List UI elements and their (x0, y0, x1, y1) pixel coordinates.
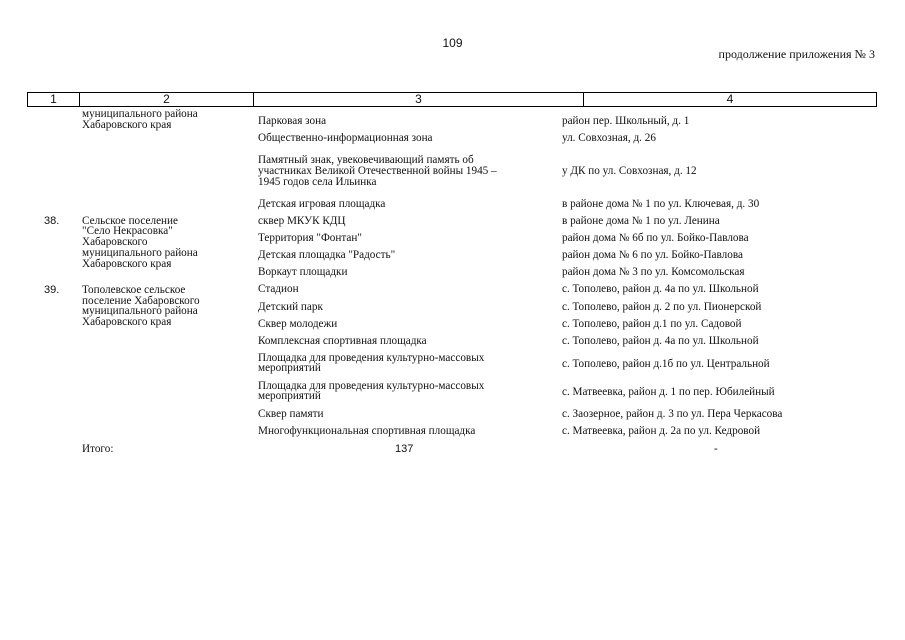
object-name: Сквер молодежи (258, 318, 338, 330)
settlement-line: Сельское поселение (82, 215, 178, 227)
object-address: с. Тополево, район д. 4а по ул. Школьной (562, 335, 759, 347)
object-address: с. Заозерное, район д. 3 по ул. Пера Черкасова (562, 408, 783, 420)
settlement-line: муниципального района (82, 247, 198, 259)
object-name: Площадка для проведения культурно-массовых (258, 352, 485, 364)
object-name: сквер МКУК КДЦ (258, 215, 346, 227)
object-address: район дома № 3 по ул. Комсомольская (562, 266, 745, 278)
settlement-line: Хабаровского края (82, 316, 172, 328)
object-address: ул. Совхозная, д. 26 (562, 132, 656, 144)
object-address: в районе дома № 1 по ул. Ленина (562, 215, 720, 227)
object-address: с. Тополево, район д. 4а по ул. Школьной (562, 283, 759, 295)
object-name: Многофункциональная спортивная площадка (258, 425, 476, 437)
settlement-line: Хабаровского края (82, 258, 172, 270)
object-name: Территория "Фонтан" (258, 232, 362, 244)
settlement-line: Тополевское сельское (82, 284, 186, 296)
object-name: мероприятий (258, 390, 321, 402)
object-name: Детская площадка "Радость" (258, 249, 396, 261)
header-col-2: 2 (80, 93, 254, 106)
total-count: 137 (395, 443, 414, 455)
settlement-line: "Село Некрасовка" (82, 225, 173, 237)
settlement-line: муниципального района (82, 305, 198, 317)
settlement-line: Хабаровского края (82, 119, 172, 131)
object-address: с. Матвеевка, район д. 2а по ул. Кедровой (562, 425, 761, 437)
object-name: 1945 годов села Ильинка (258, 176, 377, 188)
object-name: мероприятий (258, 362, 321, 374)
object-address: с. Тополево, район д. 2 по ул. Пионерской (562, 301, 762, 313)
object-name: участниках Великой Отечественной войны 1945 – (258, 165, 497, 177)
object-name: Комплексная спортивная площадка (258, 335, 427, 347)
object-address: с. Матвеевка, район д. 1 по пер. Юбилейный (562, 386, 775, 398)
object-name: Детская игровая площадка (258, 198, 386, 210)
settlement-line: поселение Хабаровского (82, 295, 200, 307)
settlement-line: муниципального района (82, 108, 198, 120)
object-address: у ДК по ул. Совхозная, д. 12 (562, 165, 697, 177)
object-address: район дома № 6 по ул. Бойко-Павлова (562, 249, 743, 261)
total-label: Итого: (82, 443, 114, 455)
row-number: 38. (44, 215, 60, 227)
object-address: в районе дома № 1 по ул. Ключевая, д. 30 (562, 198, 760, 210)
object-address: район дома № 6б по ул. Бойко-Павлова (562, 232, 749, 244)
total-dash: - (714, 443, 718, 455)
object-name: Стадион (258, 283, 299, 295)
object-address: с. Тополево, район д.1 по ул. Садовой (562, 318, 742, 330)
object-name: Общественно-информационная зона (258, 132, 433, 144)
table-header (27, 92, 877, 107)
object-name: Сквер памяти (258, 408, 324, 420)
object-name: Воркаут площадки (258, 266, 348, 278)
object-name: Площадка для проведения культурно-массовых (258, 380, 485, 392)
page-number: 109 (442, 36, 463, 50)
object-name: Парковая зона (258, 115, 327, 127)
row-number: 39. (44, 284, 60, 296)
header-col-4: 4 (726, 92, 734, 106)
object-name: Памятный знак, увековечивающий память об (258, 154, 474, 166)
settlement-line: Хабаровского (82, 236, 148, 248)
continuation-note: продолжение приложения № 3 (718, 47, 875, 61)
header-col-3: 3 (254, 93, 584, 106)
object-name: Детский парк (258, 301, 323, 313)
object-address: район пер. Школьный, д. 1 (562, 115, 690, 127)
object-address: с. Тополево, район д.1б по ул. Центральной (562, 358, 770, 370)
header-col-1: 1 (28, 93, 80, 106)
